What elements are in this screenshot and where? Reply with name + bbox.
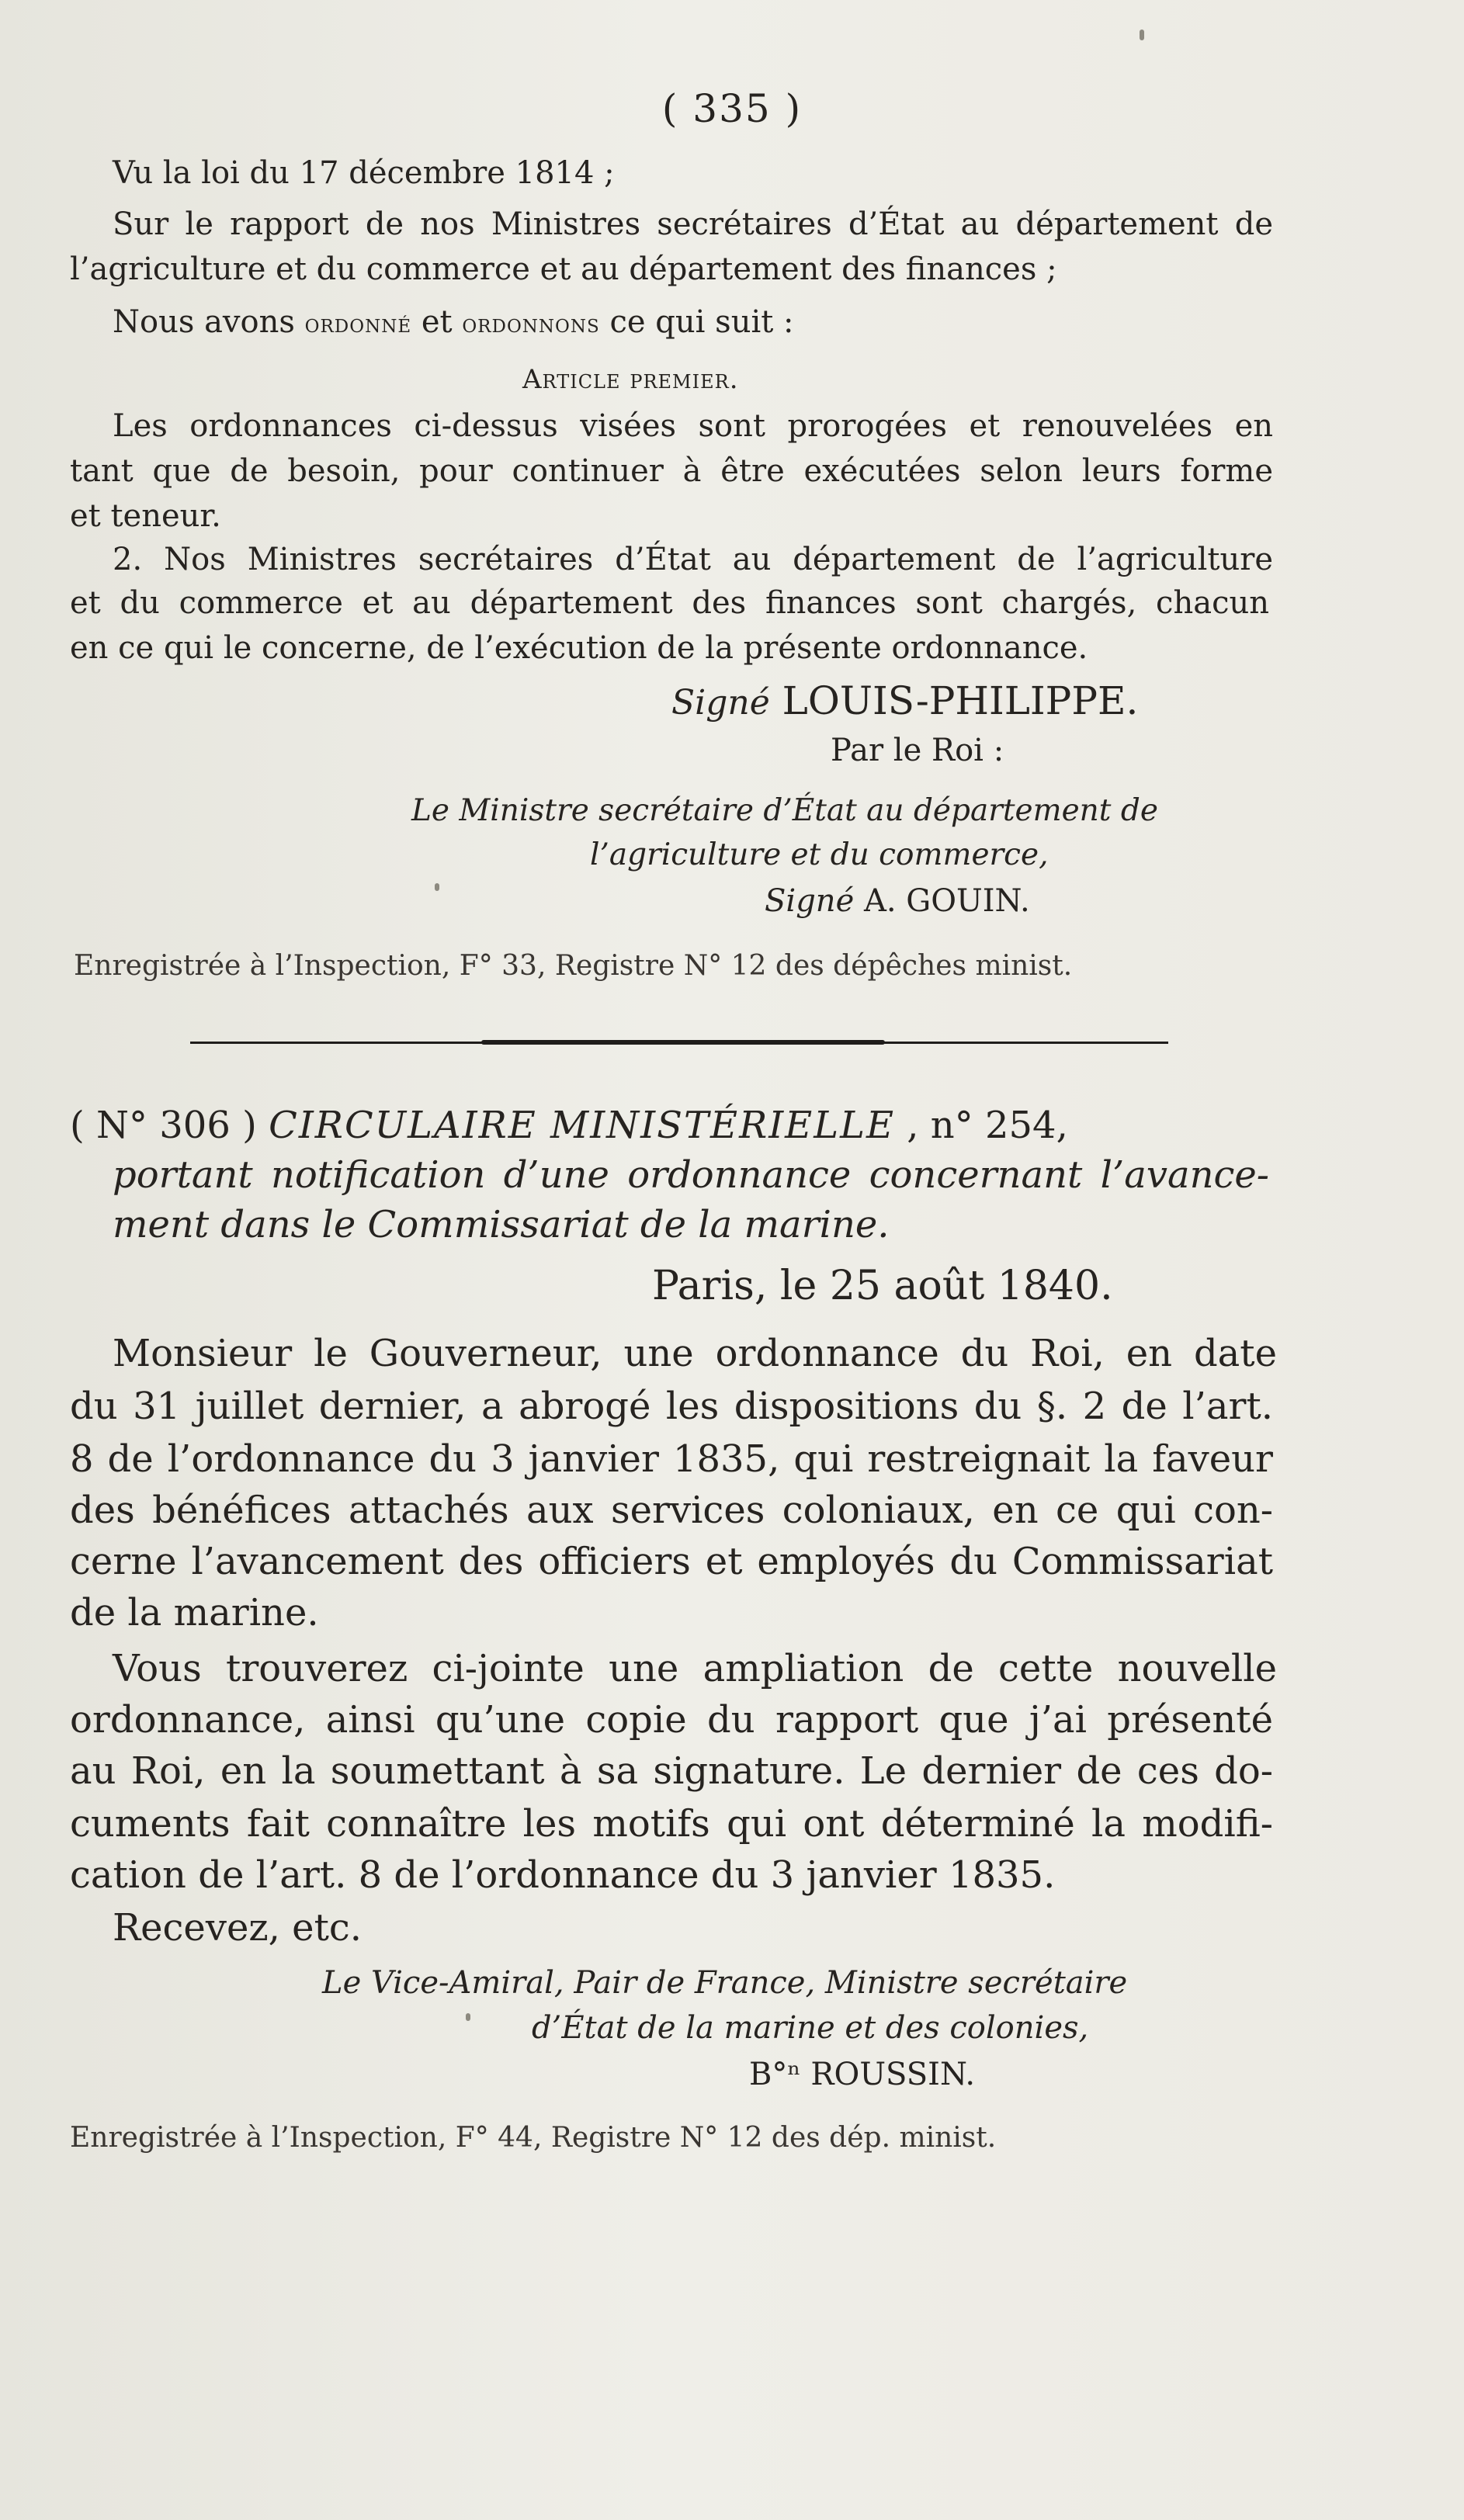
sur-le-rapport-line: Sur le rapport de nos Ministres secrétaires d’État au département de bbox=[113, 206, 1273, 242]
paragraph-2-line-5: cation de l’art. 8 de l’ordonnance du 3 janvier 1835. bbox=[70, 1853, 1056, 1897]
signature-louis-philippe bbox=[671, 675, 1138, 729]
article-1-line-2: tant que de besoin, pour continuer à être exécutées selon leurs forme bbox=[70, 453, 1273, 489]
signe-word-2: Signé bbox=[765, 883, 855, 919]
paragraph-1-line-6: de la marine. bbox=[70, 1591, 319, 1634]
circulaire-date: Paris, le 25 août 1840. bbox=[652, 1263, 1113, 1309]
par-le-roi: Par le Roi : bbox=[831, 733, 1004, 768]
article-1-line-1: Les ordonnances ci-dessus visées sont prorogées et renouvelées en bbox=[113, 408, 1273, 444]
paper-speck bbox=[1140, 29, 1144, 40]
paragraph-2-line-3: au Roi, en la soumettant à sa signature. Le dernier de ces do- bbox=[70, 1749, 1273, 1793]
article-2-line-1: 2. Nos Ministres secrétaires d’État au département de l’agriculture bbox=[113, 542, 1273, 577]
separator-rule-thick bbox=[481, 1040, 885, 1045]
ministre-title-line-2: l’agriculture et du commerce, bbox=[590, 837, 1049, 872]
article-2-line-3: en ce qui le concerne, de l’exécution de la présente ordonnance. bbox=[70, 630, 1088, 666]
article-2-line-2: et du commerce et au département des finances sont chargés, chacun bbox=[70, 585, 1269, 621]
signatory-line-2: d’État de la marine et des colonies, bbox=[532, 2010, 1089, 2046]
paragraph-2-line-4: cuments fait connaître les motifs qui ont déterminé la modifi- bbox=[70, 1802, 1273, 1846]
nous-avons-line bbox=[113, 301, 1277, 345]
paragraph-2-line-2: ordonnance, ainsi qu’une copie du rapport que j’ai présenté bbox=[70, 1698, 1273, 1742]
paper-speck bbox=[466, 2013, 470, 2021]
signature-name: LOUIS-PHILIPPE. bbox=[782, 678, 1139, 723]
registration-line: Enregistrée à l’Inspection, F° 33, Registre N° 12 des dépêches minist. bbox=[74, 950, 1073, 982]
paragraph-1-line-1: Monsieur le Gouverneur, une ordonnance du Roi, en date bbox=[113, 1332, 1277, 1375]
paper-speck bbox=[435, 883, 439, 891]
signe-word: Signé bbox=[671, 683, 770, 723]
paragraph-2-line-1: Vous trouverez ci-jointe une ampliation de cette nouvelle bbox=[113, 1647, 1277, 1690]
page-number: ( 335 ) bbox=[661, 86, 803, 131]
circulaire-subject-line-2: ment dans le Commissariat de la marine. bbox=[113, 1203, 890, 1246]
signatory-name: B°ⁿ ROUSSIN. bbox=[749, 2057, 976, 2092]
vu-la-loi-line: Vu la loi du 17 décembre 1814 ; bbox=[113, 155, 615, 191]
ministre-title-line-1: Le Ministre secrétaire d’État au département de bbox=[411, 793, 1158, 828]
agriculture-line: l’agriculture et du commerce et au département des finances ; bbox=[70, 251, 1057, 287]
paragraph-1-line-4: des bénéfices attachés aux services coloniaux, en ce qui con- bbox=[70, 1489, 1273, 1532]
circulaire-title: CIRCULAIRE MINISTÉRIELLE bbox=[269, 1104, 895, 1147]
et-text: et bbox=[421, 304, 453, 340]
paragraph-1-line-2: du 31 juillet dernier, a abrogé les dispositions du §. 2 de l’art. bbox=[70, 1385, 1273, 1428]
ordonnons-smallcaps: ordonnons bbox=[462, 309, 600, 338]
ordonne-smallcaps: ordonné bbox=[304, 309, 412, 338]
recevez-etc: Recevez, etc. bbox=[113, 1906, 362, 1950]
signature-gouin bbox=[765, 880, 1030, 922]
signatory-line-1: Le Vice-Amiral, Pair de France, Ministre secrétaire bbox=[322, 1965, 1128, 2001]
circulaire-number: ( N° 306 ) bbox=[70, 1104, 257, 1147]
nous-avons-text: Nous avons bbox=[113, 304, 295, 340]
circulaire-no: , n° 254, bbox=[907, 1104, 1068, 1147]
ce-qui-suit-text: ce qui suit : bbox=[609, 304, 794, 340]
article-premier-heading: Article premier. bbox=[522, 364, 739, 395]
article-1-line-3: et teneur. bbox=[70, 498, 221, 534]
paragraph-1-line-5: cerne l’avancement des officiers et employés du Commissariat bbox=[70, 1540, 1273, 1583]
circulaire-subject-line-1: portant notification d’une ordonnance concernant l’avance- bbox=[113, 1153, 1269, 1197]
registration-line-2: Enregistrée à l’Inspection, F° 44, Registre N° 12 des dép. minist. bbox=[70, 2122, 997, 2154]
signature-name-2: A. GOUIN. bbox=[863, 883, 1030, 919]
circulaire-heading bbox=[70, 1101, 1281, 1150]
paragraph-1-line-3: 8 de l’ordonnance du 3 janvier 1835, qui restreignait la faveur bbox=[70, 1437, 1273, 1481]
